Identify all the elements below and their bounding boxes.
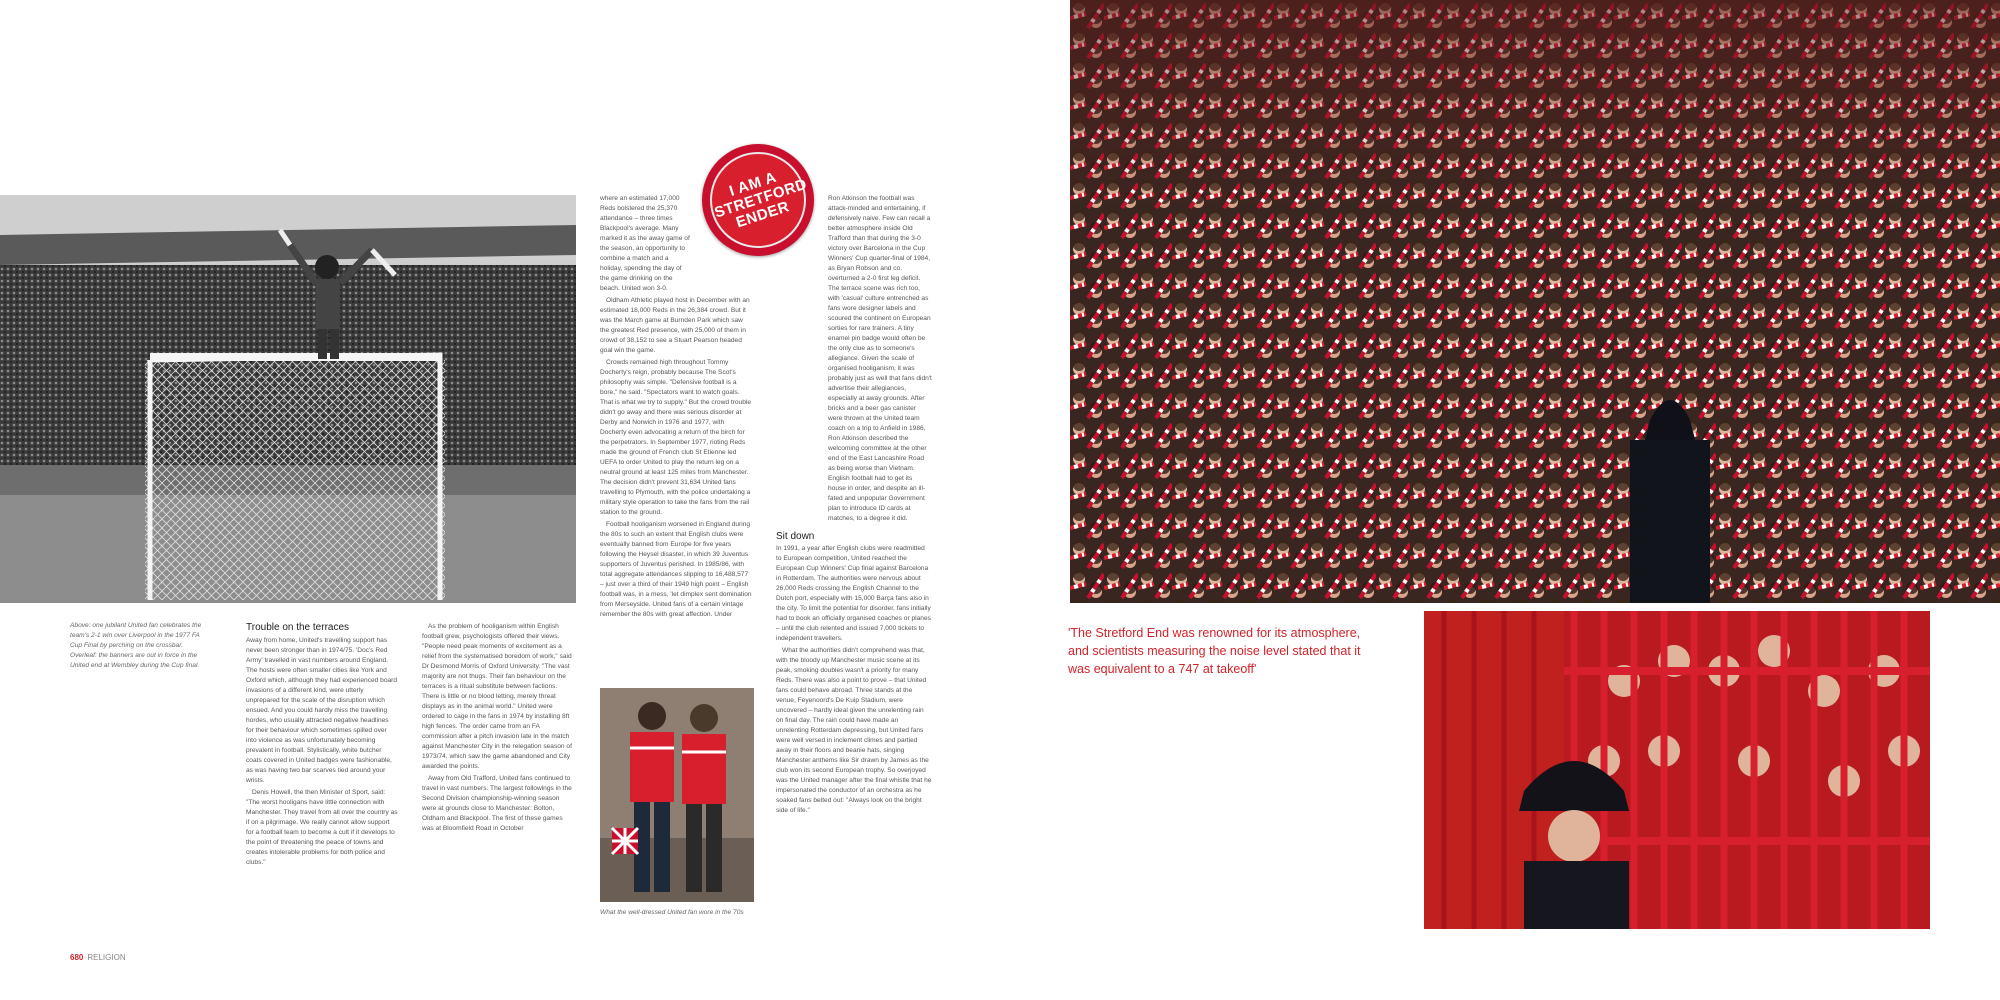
small-photo-caption: What the well-dressed United fan wore in the 70s xyxy=(600,909,744,916)
col3-paragraph: Oldham Athletic played host in December with an estimated 18,000 Reds in the 26,384 crowd. But it was the March game at Burnden Park which saw the greatest Red presence, with 25,000 of them in crowd of 38,152 to see a Stuart Pearson headed goal win the game. xyxy=(600,297,750,354)
col3-paragraph: Crowds remained high throughout Tommy Docherty's reign, probably because The Scot's philosophy was simple. "Defensive football is a bore," he said. "Spectators want to watch goals. That is what we try to supply." But the crowd trouble didn't go away and there was serious disorder at Derby and Norwich in 1976 and 1977, with Docherty even advocating a return of the birch for the perpetrators. In September 1977, rioting Reds made the ground of French club St Etienne led UEFA to order United to play the return leg on a neutral ground at least 125 miles from Manchester. The decision didn't prevent 31,634 United fans travelling to Plymouth, with the police undertaking a military style operation to take the fans from the rail station to the ground. xyxy=(600,359,752,516)
pull-quote: 'The Stretford End was renowned for its atmosphere, and scientists measuring the noise level stated that it was equivalent to a 747 at takeoff' xyxy=(1068,626,1361,676)
badge-text: I AM A STRETFORD ENDER xyxy=(712,168,810,232)
heading-trouble-on-terraces: Trouble on the terraces xyxy=(246,622,350,633)
article-column-3 xyxy=(600,194,752,622)
col4-paragraph: What the authorities didn't comprehend was that, with the bloody up Manchester music scene at its peak, smoking doubles wasn't a priority for many Reds. There was also a point to prove – that United fans could behave abroad. Three stands at the venue, Feyenoord's De Kuip Stadium, were uncovered – hardly ideal given the unrelenting rain on final day. The rain could have made an unrelenting Rotterdam depressing, but United fans were well versed in inclement climes and partied away in their floors and beanie hats, singing Manchester anthems like Sir drawn by James as the club won its second European trophy. So overjoyed was the United manager after the final whistle that he impersonated the conductor of an orchestra as he soaked fans belted out: "Always look on the bright side of life." xyxy=(776,647,932,814)
col4-paragraph: Ron Atkinson the football was attack-minded and entertaining, if defensively naive. Few can recall a better atmosphere inside Old Trafford than that during the 3-0 victory over Barcelona in the Cup Winners' Cup quarter-final of 1984, as Bryan Robson and co. overturned a 2-0 first leg deficit. The terrace scene was rich too, with 'casual' culture entrenched as fans wore designer labels and scoured the continent on European sorties for rare trainers. A tiny enamel pin badge would often be the only clue as to someone's allegiance. Given the scale of organised hooliganism, it was probably just as well that fans didn't advertise their allegiances, especially at away grounds. After bricks and a beer gas canister were thrown at the United team coach on a trip to Anfield in 1986, Ron Atkinson described the welcoming committee at the other end of the East Lancashire Road as being worse than Vietnam. English football had to get its house in order, and despite an ill-fated and unpopular Government plan to introduce ID cards at matches, to a degree it did. xyxy=(828,195,932,522)
col3-paragraph: Football hooliganism worsened in England during the 80s to such an extent that English clubs were eventually banned from Europe for five years following the Heysel disaster, in which 39 Juventus supporters of Juventus perished. In 1985/86, with total aggregate attendances slipping to 16,488,577 – just over a third of their 1949 high point – English football was, in a mess, 'let dimplex sent domination from Merseyside. United fans of a certain vintage remember the 80s with great affection. Under xyxy=(600,521,752,618)
fenced-fans-photo xyxy=(1424,611,1930,929)
two-fans-photo xyxy=(600,688,754,902)
article-column-1 xyxy=(246,636,398,870)
col2-paragraph: As the problem of hooliganism within English football grew, psychologists offered their views. "People need peak moments of excitement as a relief from the systematised boredom of work," said Dr Desmond Morris of Oxford University. "The vast majority are not thugs. Their fan behaviour on the terraces is a ritual substitute between factions. There is little or no blood letting, merely threat displays as in the animal world." United were ordered to cage in the fans in 1974 by installing 8ft high fences. The order came from an FA commission after a pitch invasion late in the match against Manchester City in the relegation season of 1973/74, which saw the game abandoned and City awarded the points. xyxy=(422,623,572,770)
col3-paragraph: where an estimated 17,000 Reds bolstered the 25,370 attendance – three times Blackpool's average. Many marked it as the away game of the season, an opportunity to combine a match and a holiday, spending the day of the game drinking on the beach. United won 3-0. xyxy=(600,195,690,292)
col1-paragraph: Denis Howell, the then Minister of Sport, said: "The worst hooligans have little connection with Manchester. They travel from all over the country as if on a pilgrimage. We really cannot allow support for a football team to become a cult if it develops to the point of threatening the peace of towns and creates intolerable problems for both police and clubs." xyxy=(246,789,398,866)
wembley-crossbar-photo xyxy=(0,195,576,603)
stretford-end-crowd-photo xyxy=(1070,0,2000,603)
col1-paragraph: Away from home, United's travelling support has never been stronger than in 1974/75. 'Doc's Red Army' travelled in vast numbers around England. The hosts were often smaller cities like York and Oxford which, although they had experienced board invasions of a different kind, were utterly unprepared for the scale of the disruption which ensued. And you could hardly miss the travelling hordes, who usually attracted negative headlines for their behaviour which sometimes spilled over into violence as was unfortunately becoming prevalent in football. Stylistically, white butcher coats covered in United badges were fashionable, as was having two bar scarves tied around your wrists. xyxy=(246,637,398,784)
article-column-2 xyxy=(422,622,574,836)
heading-sit-down: Sit down xyxy=(776,531,815,542)
page-number: 680 xyxy=(70,953,84,962)
page-folio xyxy=(70,953,126,962)
article-column-4 xyxy=(776,194,932,818)
col2-paragraph: Away from Old Trafford, United fans continued to travel in vast numbers. The largest followings in the Second Division championship-winning season were at grounds close to Manchester: Bolton, Oldham and Blackpool. The first of these games was at Bloomfield Road in October xyxy=(422,775,572,832)
section-name: RELIGION xyxy=(87,953,126,962)
left-photo-caption: Above: one jubilant United fan celebrates the team's 2-1 win over Liverpool in the 1977 FA Cup Final by perching on the crossbar. Overleaf: the banners are out in force in the United end at Wembley during the Cup final. xyxy=(70,622,202,669)
col4-paragraph: In 1991, a year after English clubs were readmitted to European competition, United reached the European Cup Winners' Cup final against Barcelona in Rotterdam. The authorities were nervous about 26,000 Reds crossing the English Channel to the Dutch port, especially with 15,000 Barça fans also in the city. To limit the potential for disorder, fans initially had to book an officially organised coaches or planes – until the club relented and issued 7,000 tickets to independent travellers. xyxy=(776,545,931,642)
